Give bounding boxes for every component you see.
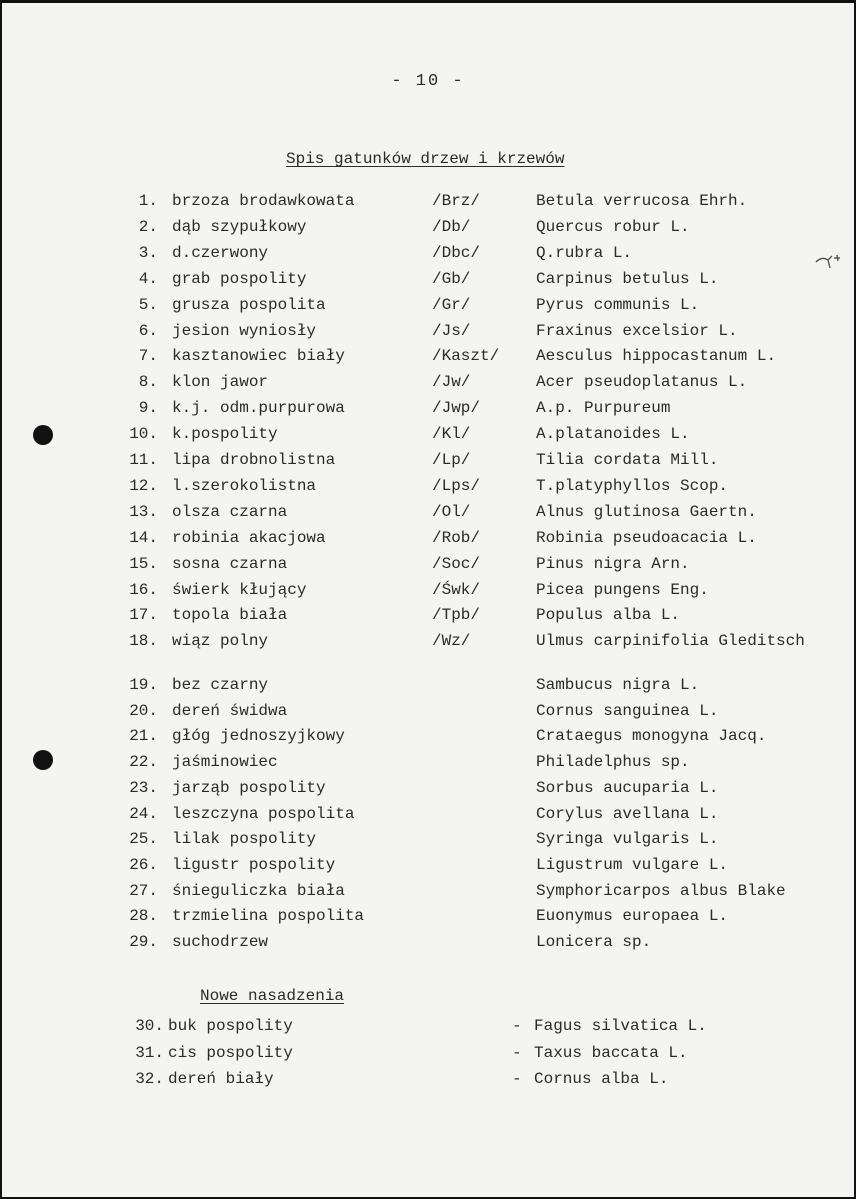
abbreviation: /Js/ <box>432 321 471 340</box>
polish-name: olsza czarna <box>172 502 288 521</box>
latin-name: Robinia pseudoacacia L. <box>536 528 757 547</box>
shrub-row <box>0 933 856 957</box>
item-number: 20. <box>129 701 158 720</box>
polish-name: d.czerwony <box>172 243 269 262</box>
item-number: 3. <box>138 243 158 262</box>
tree-row <box>0 399 856 423</box>
latin-name: A.p. Purpureum <box>536 399 671 418</box>
abbreviation: /Tpb/ <box>432 606 481 625</box>
punch-hole <box>33 425 53 445</box>
item-number: 26. <box>129 855 158 874</box>
tree-row <box>0 555 856 579</box>
latin-name: Sambucus nigra L. <box>536 676 700 694</box>
latin-name: Quercus robur L. <box>536 217 690 236</box>
new-planting-row <box>0 1044 856 1068</box>
abbreviation: /Gr/ <box>432 295 471 314</box>
polish-name: suchodrzew <box>172 933 269 951</box>
polish-name: śnieguliczka biała <box>172 881 345 900</box>
item-number: 19. <box>129 676 158 694</box>
shrub-row <box>0 753 856 777</box>
punch-hole <box>33 750 53 770</box>
tree-row <box>0 192 856 216</box>
item-number: 15. <box>129 554 158 573</box>
latin-name: Tilia cordata Mill. <box>536 451 719 469</box>
latin-name: Populus alba L. <box>536 606 681 625</box>
polish-name: świerk kłujący <box>172 580 307 599</box>
polish-name: k.pospolity <box>172 425 278 444</box>
item-number: 29. <box>129 933 158 951</box>
latin-name: Carpinus betulus L. <box>536 269 719 288</box>
item-number: 8. <box>138 373 158 392</box>
latin-name: Cornus alba L. <box>534 1070 669 1088</box>
polish-name: wiąz polny <box>172 632 269 651</box>
latin-name: Q.rubra L. <box>536 243 633 262</box>
tree-row <box>0 244 856 268</box>
latin-name: Lonicera sp. <box>536 933 652 951</box>
item-number: 10. <box>129 425 158 444</box>
polish-name: topola biała <box>172 606 288 625</box>
polish-name: trzmielina pospolita <box>172 907 365 926</box>
polish-name: dąb szypułkowy <box>172 217 307 236</box>
item-number: 28. <box>129 907 158 926</box>
latin-name: Taxus baccata L. <box>534 1043 688 1062</box>
item-number: 18. <box>129 632 158 651</box>
item-number: 17. <box>129 606 158 625</box>
tree-row <box>0 581 856 605</box>
dash: - <box>512 1043 522 1062</box>
item-number: 2. <box>138 217 158 236</box>
shrub-row <box>0 882 856 906</box>
tree-row <box>0 373 856 397</box>
polish-name: jesion wyniosły <box>172 321 317 340</box>
polish-name: grusza pospolita <box>172 295 326 314</box>
abbreviation: /Db/ <box>432 217 471 236</box>
abbreviation: /Soc/ <box>432 554 481 573</box>
latin-name: Pyrus communis L. <box>536 295 700 314</box>
latin-name: Fraxinus excelsior L. <box>536 321 738 340</box>
latin-name: A.platanoides L. <box>536 425 690 444</box>
tree-row <box>0 632 856 656</box>
item-number: 27. <box>129 881 158 900</box>
latin-name: Syringa vulgaris L. <box>536 830 719 849</box>
tree-row <box>0 347 856 371</box>
polish-name: dereń świdwa <box>172 701 288 720</box>
abbreviation: /Lps/ <box>432 476 481 495</box>
polish-name: głóg jednoszyjkowy <box>172 727 345 746</box>
latin-name: Acer pseudoplatanus L. <box>536 373 748 392</box>
abbreviation: /Dbc/ <box>432 243 481 262</box>
item-number: 12. <box>129 476 158 495</box>
item-number: 7. <box>138 347 158 366</box>
item-number: 14. <box>129 528 158 547</box>
polish-name: bez czarny <box>172 676 269 694</box>
item-number: 30. <box>135 1017 164 1035</box>
latin-name: Ulmus carpinifolia Gleditsch <box>536 632 805 651</box>
item-number: 25. <box>129 830 158 849</box>
polish-name: grab pospolity <box>172 269 307 288</box>
shrub-row <box>0 727 856 751</box>
margin-mark-icon <box>814 250 844 272</box>
item-number: 16. <box>129 580 158 599</box>
tree-row <box>0 270 856 294</box>
latin-name: Philadelphus sp. <box>536 753 690 772</box>
polish-name: lipa drobnolistna <box>172 451 336 469</box>
item-number: 6. <box>138 321 158 340</box>
abbreviation: /Rob/ <box>432 528 481 547</box>
latin-name: Aesculus hippocastanum L. <box>536 347 777 366</box>
polish-name: robinia akacjowa <box>172 528 326 547</box>
item-number: 13. <box>129 502 158 521</box>
shrub-row <box>0 856 856 880</box>
latin-name: Betula verrucosa Ehrh. <box>536 192 748 210</box>
polish-name: k.j. odm.purpurowa <box>172 399 345 418</box>
item-number: 9. <box>138 399 158 418</box>
abbreviation: /Wz/ <box>432 632 471 651</box>
polish-name: leszczyna pospolita <box>172 804 355 823</box>
tree-row <box>0 322 856 346</box>
item-number: 5. <box>138 295 158 314</box>
item-number: 21. <box>129 727 158 746</box>
shrub-row <box>0 779 856 803</box>
shrub-row <box>0 830 856 854</box>
polish-name: lilak pospolity <box>172 830 317 849</box>
latin-name: T.platyphyllos Scop. <box>536 476 729 495</box>
polish-name: cis pospolity <box>168 1043 293 1062</box>
tree-row <box>0 451 856 475</box>
abbreviation: /Kl/ <box>432 425 471 444</box>
shrub-row <box>0 676 856 700</box>
abbreviation: /Jw/ <box>432 373 471 392</box>
latin-name: Corylus avellana L. <box>536 804 719 823</box>
item-number: 23. <box>129 778 158 797</box>
latin-name: Euonymus europaea L. <box>536 907 729 926</box>
polish-name: dereń biały <box>168 1070 274 1088</box>
polish-name: sosna czarna <box>172 554 288 573</box>
item-number: 24. <box>129 804 158 823</box>
abbreviation: /Lp/ <box>432 451 471 469</box>
polish-name: buk pospolity <box>168 1017 293 1035</box>
abbreviation: /Brz/ <box>432 192 481 210</box>
item-number: 32. <box>135 1070 164 1088</box>
tree-row <box>0 425 856 449</box>
item-number: 22. <box>129 753 158 772</box>
polish-name: l.szerokolistna <box>172 476 317 495</box>
new-planting-row <box>0 1017 856 1041</box>
tree-row <box>0 218 856 242</box>
page-number: - 10 - <box>391 72 465 91</box>
shrub-row <box>0 805 856 829</box>
tree-row <box>0 529 856 553</box>
polish-name: klon jawor <box>172 373 269 392</box>
new-planting-row <box>0 1070 856 1094</box>
abbreviation: /Jwp/ <box>432 399 481 418</box>
shrub-row <box>0 702 856 726</box>
item-number: 31. <box>135 1043 164 1062</box>
abbreviation: /Kaszt/ <box>432 347 500 366</box>
item-number: 4. <box>138 269 158 288</box>
latin-name: Alnus glutinosa Gaertn. <box>536 502 757 521</box>
latin-name: Pinus nigra Arn. <box>536 554 690 573</box>
abbreviation: /Ol/ <box>432 502 471 521</box>
dash: - <box>512 1070 522 1088</box>
tree-row <box>0 606 856 630</box>
abbreviation: /Śwk/ <box>432 580 481 599</box>
tree-row <box>0 503 856 527</box>
shrub-row <box>0 907 856 931</box>
page-top-edge <box>0 0 856 3</box>
list-title: Spis gatunków drzew i krzewów <box>286 150 565 168</box>
latin-name: Sorbus aucuparia L. <box>536 778 719 797</box>
latin-name: Fagus silvatica L. <box>534 1017 707 1035</box>
latin-name: Crataegus monogyna Jacq. <box>536 727 767 746</box>
tree-row <box>0 296 856 320</box>
abbreviation: /Gb/ <box>432 269 471 288</box>
polish-name: kasztanowiec biały <box>172 347 345 366</box>
polish-name: jaśminowiec <box>172 753 278 772</box>
latin-name: Ligustrum vulgare L. <box>536 855 729 874</box>
tree-row <box>0 477 856 501</box>
dash: - <box>512 1017 522 1035</box>
latin-name: Picea pungens Eng. <box>536 580 709 599</box>
latin-name: Cornus sanguinea L. <box>536 701 719 720</box>
polish-name: brzoza brodawkowata <box>172 192 355 210</box>
polish-name: jarząb pospolity <box>172 778 326 797</box>
item-number: 11. <box>129 451 158 469</box>
latin-name: Symphoricarpos albus Blake <box>536 881 786 900</box>
polish-name: ligustr pospolity <box>172 855 336 874</box>
new-plantings-heading: Nowe nasadzenia <box>200 987 345 1005</box>
item-number: 1. <box>138 192 158 210</box>
